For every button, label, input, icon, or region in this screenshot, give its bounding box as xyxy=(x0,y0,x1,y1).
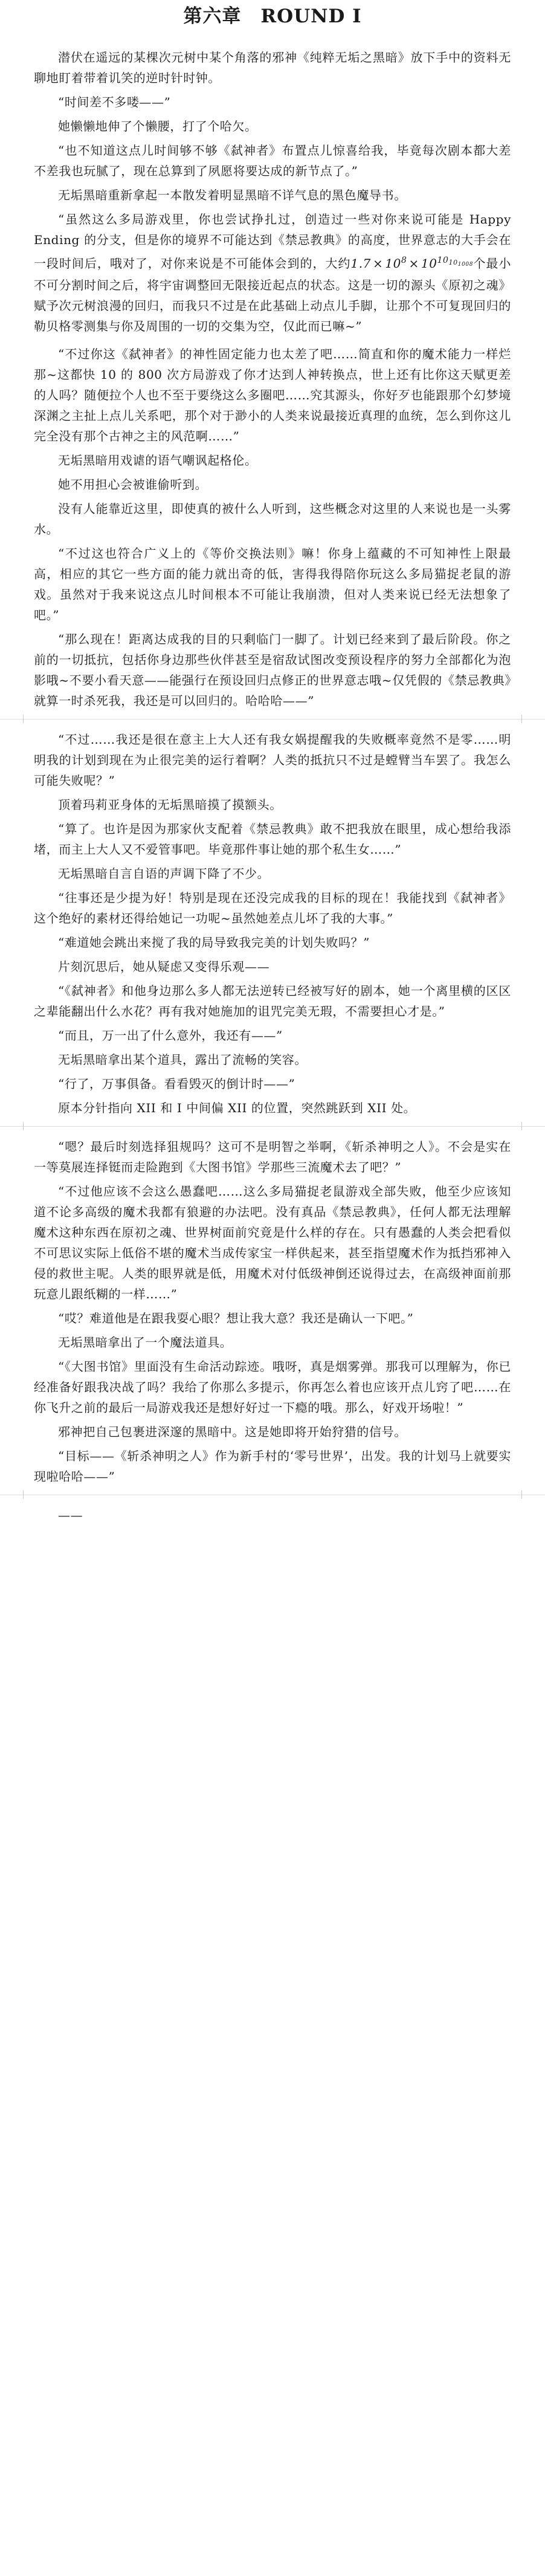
formula-trailing-text: 个最小不可分割时间之后，将宇宙调整回无限接近起点的状态。这是一切的源头《原初之魂》赋予次元树浪漫的回归，而我只不过是在此基础上动点儿手脚，让那个不可复现回归的勒贝格零测集与你及周围的一切的交集为空，仅此而已嘛~” xyxy=(34,256,511,333)
formula-power-base: 10 xyxy=(385,256,401,271)
paragraph: 邪神把自己包裹进深邃的黑暗中。这是她即将开始狩猎的信号。 xyxy=(58,1425,407,1439)
paragraph: “算了。也许是因为那家伙支配着《禁忌教典》敢不把我放在眼里，成心想给我添堵，而主上大人又不爱管事吧。毕竟那件事让她的那个私生女……” xyxy=(34,822,511,857)
formula-exp-level2: 10 xyxy=(448,259,458,266)
paragraph: 无垢黑暗拿出了一个魔法道具。 xyxy=(58,1335,233,1350)
paragraph: “不过这也符合广义上的《等价交换法则》嘛！你身上蕴藏的不可知神性上限最高，相应的其它一些方面的能力就出奇的低，害得我得陪你玩这么多局猫捉老鼠的游戏。虽然对于我来说这点儿时间根本不可能让我崩溃，但对人类来说已经无法想象了吧。” xyxy=(34,546,511,622)
paragraph: 顶着玛莉亚身体的无垢黑暗摸了摸额头。 xyxy=(58,797,282,812)
scale-formula xyxy=(350,256,473,271)
paragraph: “行了，万事俱备。看看毁灭的倒计时——” xyxy=(58,1077,295,1091)
paragraph: 无垢黑暗重新拿起一本散发着明显黑暗不详气息的黑色魔导书。 xyxy=(58,188,407,202)
paragraph: 她懒懒地伸了个懒腰，打了个哈欠。 xyxy=(58,119,257,134)
divider-tick-left xyxy=(23,1490,24,1499)
paragraph: “目标——《斩杀神明之人》作为新手村的‘零号世界’，出发。我的计划马上就要实现啦哈哈——” xyxy=(34,1449,511,1484)
paragraph: “不过你这《弑神者》的神性固定能力也太差了吧……简直和你的魔术能力一样烂那~这都快 10 的 800 次方局游戏了你才达到人神转换点，世上还有比你这天赋更差的人吗？随便拉个人也不至于要绕这么多圈吧……究其源头，你好歹也能跟那个幻梦境深渊之主扯上点儿关系吧，那个对于渺小的人类来说最接近真理的血统，怎么到你这儿完全没有那个古神之主的风范啊……” xyxy=(34,347,511,443)
paragraph: 无垢黑暗自言自语的声调下降了不少。 xyxy=(58,866,270,881)
formula-lead-text: “虽然这么多局游戏里，你也尝试挣扎过，创造过一些对你来说可能是 Happy Ending 的分支，但是你的境界不可能达到《禁忌教典》的高度，世界意志的大手会在一段时间后，哦对了，对你来说是不可能体会到的，大约 xyxy=(34,212,511,271)
paragraph: “时间差不多喽——” xyxy=(58,95,171,109)
paragraph: 没有人能靠近这里，即使真的被什么人听到，这些概念对这里的人来说也是一头雾水。 xyxy=(34,501,511,536)
paragraph-with-formula xyxy=(34,209,511,336)
paragraph: 潜伏在遥远的某棵次元树中某个角落的邪神《纯粹无垢之黑暗》放下手中的资料无聊地盯着带着讥笑的逆时针时钟。 xyxy=(34,50,511,85)
divider-tick-right xyxy=(521,1122,522,1130)
paragraph: —— xyxy=(58,1508,83,1522)
formula-times-2: × xyxy=(408,256,419,271)
paragraph: “不过……我还是很在意主上大人还有我女娲提醒我的失败概率竟然不是零……明明我的计划到现在为止很完美的运行着啊？人类的抵抗只不过是螳臂当车罢了。我怎么可能失败呢？” xyxy=(34,732,511,788)
paragraph: 原本分针指向 XII 和 I 中间偏 XII 的位置，突然跳跃到 XII 处。 xyxy=(58,1101,416,1115)
formula-times: × xyxy=(372,256,384,271)
formula-coefficient: 1.7 xyxy=(350,256,371,271)
formula-second-base: 10 xyxy=(421,256,437,271)
paragraph: 片刻沉思后，她从疑虑又变得乐观—— xyxy=(58,959,270,974)
paragraph: 无垢黑暗用戏谑的语气嘲讽起格伦。 xyxy=(58,453,257,468)
paragraph: “不过他应该不会这么愚蠢吧……这么多局猫捉老鼠游戏全部失败，他至少应该知道不论多高级的魔术我都有狼避的办法吧。没有真品《禁忌教典》，任何人都无法理解魔术这种东西在原初之魂、世界树面前究竟是什么样的存在。只有愚蠢的人类会把看似不可思议实际上低俗不堪的魔术当成传家宝一样供起来，甚至指望魔术作为抵挡邪神入侵的救世主呢。人类的眼界就是低，用魔术对付低级神倒还说得过去，在高级神面前那玩意儿跟纸糊的一样……” xyxy=(34,1184,511,1301)
divider-tick-right xyxy=(521,1490,522,1499)
page-divider xyxy=(34,1125,511,1128)
formula-exp-level1: 10 xyxy=(437,256,449,265)
divider-tick-left xyxy=(23,1122,24,1130)
paragraph: “那么现在！距离达成我的目的只剩临门一脚了。计划已经来到了最后阶段。你之前的一切抵抗，包括你身边那些伙伴甚至是宿敌试图改变预设程序的努力全部都化为泡影哦~不要小看天意——能强行在预设回归点修正的世界意志哦~仅凭假的《禁忌教典》就算一时杀死我，我还是可以回归的。哈哈哈——” xyxy=(34,632,511,708)
paragraph: 她不用担心会被谁偷听到。 xyxy=(58,477,208,492)
paragraph: “哎？难道他是在跟我耍心眼？想让我大意？我还是确认一下吧。” xyxy=(58,1311,414,1325)
paragraph: 无垢黑暗拿出某个道具，露出了流畅的笑容。 xyxy=(58,1052,307,1067)
paragraph: “《弑神者》和他身边那么多人都无法逆转已经被写好的剧本，她一个离里横的区区之辈能翻出什么水花？再有我对她施加的诅咒完美无瑕，不需要担心才是。” xyxy=(34,984,511,1019)
formula-exp-level3: 10 xyxy=(457,262,466,268)
paragraph: “而且，万一出了什么意外，我还有——” xyxy=(58,1028,283,1043)
paragraph: “《大图书馆》里面没有生命活动踪迹。哦呀，真是烟雾弹。那我可以理解为，你已经准备好跟我决战了吗？我给了你那么多提示，你再怎么着也应该开点儿窍了吧……在你飞升之前的最后一局游戏我还是想好好过一下瘾的哦。那么，好戏开场啦！” xyxy=(34,1359,511,1415)
paragraph: “难道她会跳出来搅了我的局导致我完美的计划失败吗？” xyxy=(58,935,370,950)
formula-exp-level3-exponent: 08 xyxy=(465,262,474,268)
paragraph: “嗯？最后时刻选择狙规吗？这可不是明智之举啊，《斩杀神明之人》。不会是实在一等莫展连择铤而走险跑到《大图书馆》学那些三流魔术去了吧？” xyxy=(34,1139,511,1174)
page-divider xyxy=(34,718,511,721)
page-divider xyxy=(34,1494,511,1496)
paragraph: “也不知道这点儿时间够不够《弑神者》布置点儿惊喜给我，毕竟每次剧本都大差不差我也玩腻了，现在总算到了夙愿将要达成的新节点了。” xyxy=(34,143,511,178)
divider-tick-left xyxy=(23,715,24,723)
chapter-title: 第六章 ROUND I xyxy=(183,5,362,27)
paragraph: “往事还是少提为好！特别是现在还没完成我的目标的现在！我能找到《弑神者》这个绝好的素材还得给她记一功呢~虽然她差点儿坏了我的大事。” xyxy=(34,890,511,926)
formula-power-exponent: 8 xyxy=(401,256,407,265)
divider-tick-right xyxy=(521,715,522,723)
